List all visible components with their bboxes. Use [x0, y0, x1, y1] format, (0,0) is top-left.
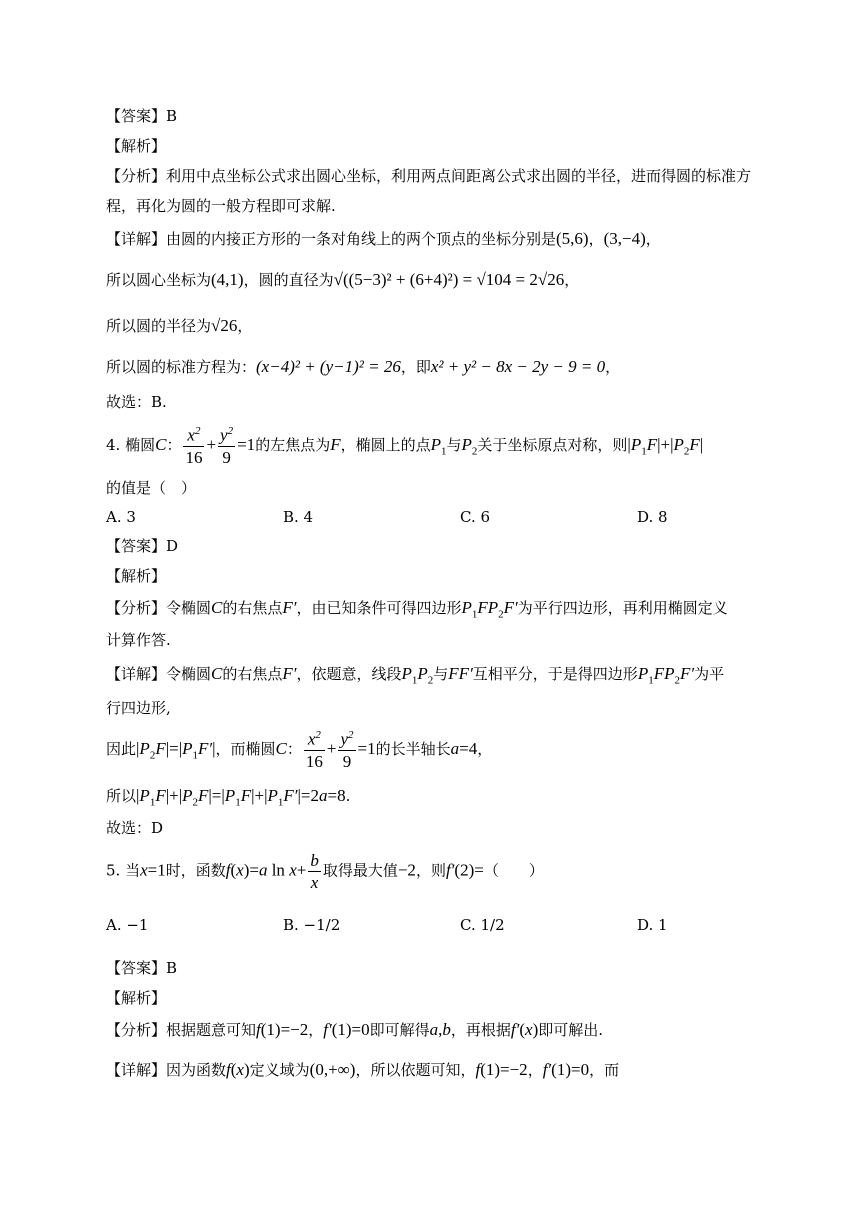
- q4-stem-e: 关于坐标原点对称，则: [477, 436, 628, 454]
- q3-detail-line2: 所以圆心坐标为(4,1)，圆的直径为√((5−3)² + (6+4)²) = √104 = 2√26，: [106, 270, 580, 289]
- q5-option-d: D. 1: [637, 916, 668, 934]
- q4-line4-a: 所以: [106, 787, 137, 805]
- q3-line4-lead: 所以圆的标准方程为：: [106, 358, 257, 376]
- q3-center: (4,1): [211, 270, 244, 289]
- q3-answer: 【答案】B: [106, 107, 178, 125]
- q3-choose: 故选：B.: [106, 393, 167, 411]
- q3-line2-lead: 所以圆心坐标为: [106, 271, 212, 289]
- q4-option-d: D. 8: [637, 508, 668, 526]
- q4-option-b: B. 4: [283, 508, 314, 526]
- q3-gen-eq: x² + y² − 8x − 2y − 9 = 0: [430, 357, 606, 376]
- q3-comma: ，: [588, 230, 604, 248]
- q4-line3-a: 因此: [106, 740, 137, 758]
- q5-option-b: B. −1/2: [283, 916, 341, 934]
- q4-fenxi-a: 【分析】令椭圆: [106, 599, 212, 617]
- q3-jiexi: 【解析】: [106, 137, 167, 155]
- q4-fenxi-c: ，由已知条件可得四边形: [296, 599, 462, 617]
- q4-stem-a: 4. 椭圆: [106, 436, 156, 454]
- q5-stem: 5. 当x=1时，函数f(x)=a ln x+ $\frac{b}{x}$ 取得最大值−2，则f′(2)=（ ）: [106, 851, 544, 892]
- q3-std-eq: (x−4)² + (y−1)² = 26: [256, 357, 401, 376]
- q4-fenxi-line1: 【分析】令椭圆C的右焦点F′，由已知条件可得四边形$P_1FP_2F'$为平行四边形，再利用椭圆定义: [106, 598, 728, 621]
- q3-fenxi-line1: 【分析】利用中点坐标公式求出圆心坐标，利用两点间距离公式求出圆的半径，进而得圆的标准方: [106, 167, 752, 185]
- q3-detail-lead: 【详解】由圆的内接正方形的一条对角线上的两个顶点的坐标分别是: [106, 230, 557, 248]
- q5-option-c: C. 1/2: [460, 916, 505, 934]
- q5-jiexi: 【解析】: [106, 989, 167, 1007]
- q5-stem-a: 5. 当: [106, 861, 141, 880]
- q5-fenxi-d: 即可解出.: [538, 1021, 604, 1039]
- q5-stem-d: ，则: [415, 861, 446, 880]
- q4-detail-c: ，依题意，线段: [296, 665, 402, 683]
- q4-line3-c: 的长半轴长: [375, 740, 451, 758]
- q3-point2: (3,−4): [603, 229, 646, 248]
- q5-detail: 【详解】因为函数f(x)定义域为(0,+∞)，所以依题可知，f(1)=−2，f′(1)=0，而: [106, 1060, 620, 1079]
- q4-jiexi: 【解析】: [106, 567, 167, 585]
- q5-detail-a: 【详解】因为函数: [106, 1061, 227, 1079]
- q4-choose: 故选：D: [106, 819, 164, 837]
- q5-fenxi-a: 【分析】根据题意可知: [106, 1021, 257, 1039]
- q5-fenxi-b: 即可解得: [369, 1021, 430, 1039]
- q3-point1: (5,6): [556, 229, 589, 248]
- q4-line3-b: ，而椭圆: [215, 740, 276, 758]
- q5-detail-b: 定义域为: [249, 1061, 310, 1079]
- q4-option-a: A. 3: [106, 508, 136, 526]
- q5-fenxi: 【分析】根据题意可知f(1)=−2，f′(1)=0即可解得a,b，再根据f′(x)即可解出.: [106, 1020, 604, 1039]
- q5-stem-c: 取得最大值: [322, 861, 398, 880]
- q4-detail-line3: 因此$|P_2F|=|P_1F'|$，而椭圆C： $\frac{x^2}{16}$ + $\frac{y^2}{9}$ =1的长半轴长a=4，: [106, 729, 493, 771]
- q4-detail-a: 【详解】令椭圆: [106, 665, 212, 683]
- q4-stem-c: ，椭圆上的点: [340, 436, 431, 454]
- q4-detail-b: 的右焦点: [222, 665, 283, 683]
- q4-stem-line2: 的值是（ ）: [106, 479, 197, 497]
- q5-option-a: A. −1: [106, 916, 149, 934]
- q5-detail-d: ，而: [589, 1061, 620, 1079]
- q4-fenxi-b: 的右焦点: [222, 599, 283, 617]
- q3-detail-line3: 所以圆的半径为√26，: [106, 316, 253, 335]
- q3-radius: √26: [211, 316, 238, 335]
- q4-fenxi-d: 为平行四边形，再利用椭圆定义: [517, 599, 728, 617]
- q4-detail-line1: 【详解】令椭圆C的右焦点F′，依题意，线段$P_1P_2$与FF′互相平分，于是得四边形$P_1FP_2F'$为平: [106, 664, 725, 687]
- q4-fenxi-line2: 计算作答.: [106, 631, 171, 649]
- q5-detail-c: ，所以依题可知，: [355, 1061, 476, 1079]
- q4-option-c: C. 6: [460, 508, 491, 526]
- q4-stem-b: 的左焦点为: [255, 436, 331, 454]
- q5-stem-b: 时，函数: [165, 861, 226, 880]
- q5-stem-e: （ ）: [483, 861, 544, 880]
- q4-answer: 【答案】D: [106, 537, 179, 555]
- q3-line2-mid: ，圆的直径为: [243, 271, 334, 289]
- q4-detail-line4: 所以$|P_1F|+|P_2F|=|P_1F|+|P_1F'|=2a=8$.: [106, 786, 351, 809]
- q4-detail-e: 互相平分，于是得四边形: [472, 665, 638, 683]
- q4-stem-line1: 4. 椭圆C： $\frac{x^2}{16}$ + $\frac{y^2}{9}$ =1的左焦点为F，椭圆上的点$P_1$与$P_2$关于坐标原点对称，则$|P_1F|+|P_2F|$: [106, 425, 704, 467]
- q3-diameter: √((5−3)² + (6+4)²) = √104 = 2√26: [333, 270, 565, 289]
- q3-detail-line1: 【详解】由圆的内接正方形的一条对角线上的两个顶点的坐标分别是(5,6)，(3,−4)，: [106, 229, 661, 248]
- q4-detail-line2: 行四边形,: [106, 699, 171, 717]
- q5-fenxi-c: ，再根据: [450, 1021, 511, 1039]
- q3-line4-mid: ，即: [400, 358, 431, 376]
- q4-detail-d: 与: [433, 665, 449, 683]
- q3-fenxi-line2: 程，再化为圆的一般方程即可求解.: [106, 197, 336, 215]
- q5-answer: 【答案】B: [106, 959, 178, 977]
- q4-stem-d: 与: [446, 436, 462, 454]
- q3-detail-line4: 所以圆的标准方程为：(x−4)² + (y−1)² = 26，即x² + y² − 8x − 2y − 9 = 0，: [106, 357, 621, 376]
- q4-detail-f: 为平: [694, 665, 725, 683]
- q3-line3-lead: 所以圆的半径为: [106, 317, 212, 335]
